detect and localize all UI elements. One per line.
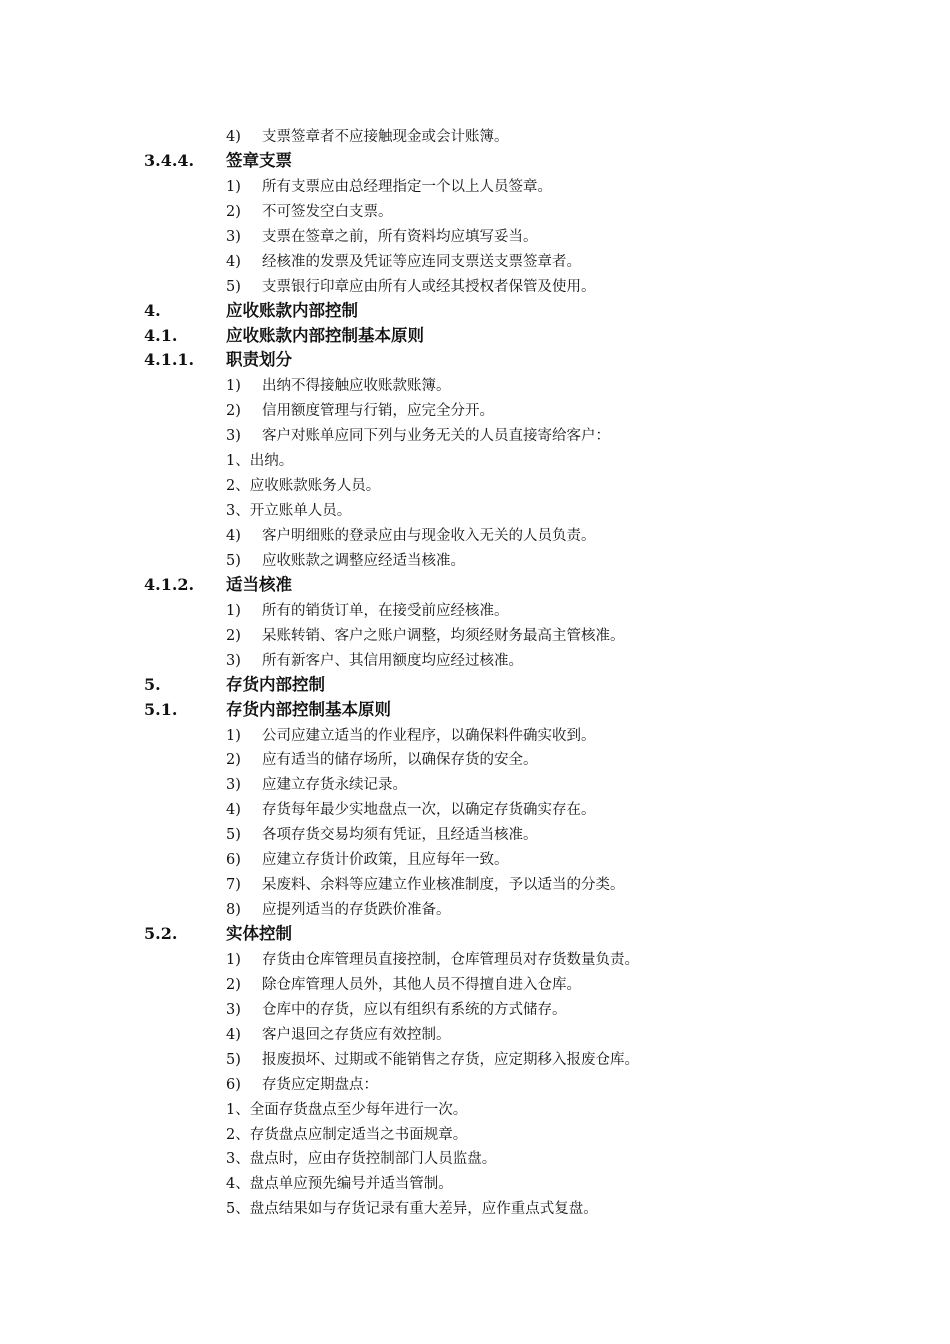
section-heading <box>0 698 950 723</box>
item-number: 4) <box>226 528 241 544</box>
section-title: 签章支票 <box>226 150 292 170</box>
item-text: 信用额度管理与行销，应完全分开。 <box>262 403 494 420</box>
item-number: 5) <box>226 278 241 295</box>
section-heading <box>0 673 950 698</box>
sub-list-item <box>0 473 950 498</box>
item-text: 不可签发空白支票。 <box>262 203 393 220</box>
item-text: 各项存货交易均须有凭证，且经适当核准。 <box>262 827 538 844</box>
item-text: 存货应定期盘点： <box>262 1076 378 1093</box>
list-item <box>0 598 950 623</box>
item-number: 4) <box>226 802 241 819</box>
item-number: 8) <box>226 902 241 919</box>
section-title: 应收账款内部控制基本原则 <box>226 325 424 345</box>
item-text: 仓库中的存货，应以有组织有系统的方式储存。 <box>262 1001 567 1018</box>
item-text: 呆账转销、客户之账户调整，均须经财务最高主管核准。 <box>262 627 625 644</box>
list-item <box>0 972 950 997</box>
list-item <box>0 822 950 847</box>
sub-list-item <box>0 1122 950 1147</box>
item-number: 1) <box>226 378 241 395</box>
section-heading <box>0 324 950 349</box>
item-text: 1、出纳。 <box>226 453 294 470</box>
item-number: 6) <box>226 1076 241 1093</box>
item-number: 2) <box>226 627 241 644</box>
list-item <box>0 797 950 822</box>
list-item <box>0 723 950 748</box>
list-item <box>0 124 950 149</box>
item-text: 客户退回之存货应有效控制。 <box>262 1026 451 1043</box>
item-number: 3) <box>226 1001 241 1018</box>
section-number: 5.1. <box>144 699 178 719</box>
list-item <box>0 623 950 648</box>
item-text: 2、存货盘点应制定适当之书面规章。 <box>226 1126 468 1143</box>
item-number: 3) <box>226 777 241 794</box>
item-text: 除仓库管理人员外，其他人员不得擅自进入仓库。 <box>262 976 581 993</box>
item-number: 6) <box>226 852 241 869</box>
section-heading <box>0 149 950 174</box>
section-title: 存货内部控制基本原则 <box>226 699 391 719</box>
section-number: 4. <box>144 300 161 320</box>
item-number: 1) <box>226 178 241 195</box>
item-text: 客户对账单应同下列与业务无关的人员直接寄给客户： <box>262 428 610 445</box>
item-text: 所有支票应由总经理指定一个以上人员签章。 <box>262 178 552 195</box>
sub-list-item <box>0 1097 950 1122</box>
item-text: 出纳不得接触应收账款账簿。 <box>262 378 451 395</box>
list-item <box>0 947 950 972</box>
item-number: 2) <box>226 403 241 420</box>
item-text: 呆废料、余料等应建立作业核准制度，予以适当的分类。 <box>262 877 625 894</box>
section-number: 4.1.2. <box>144 574 195 594</box>
section-number: 4.1. <box>144 325 178 345</box>
list-item <box>0 648 950 673</box>
item-text: 支票在签章之前，所有资料均应填写妥当。 <box>262 228 538 245</box>
item-text: 应有适当的储存场所，以确保存货的安全。 <box>262 752 538 769</box>
list-item <box>0 523 950 548</box>
list-item <box>0 373 950 398</box>
section-number: 5.2. <box>144 924 178 943</box>
item-text: 5、盘点结果如与存货记录有重大差异，应作重点式复盘。 <box>226 1201 598 1218</box>
item-text: 公司应建立适当的作业程序，以确保料件确实收到。 <box>262 727 596 744</box>
list-item <box>0 872 950 897</box>
item-number: 2) <box>226 203 241 220</box>
list-item <box>0 249 950 274</box>
list-item <box>0 847 950 872</box>
item-text: 2、应收账款账务人员。 <box>226 478 381 495</box>
section-number: 3.4.4. <box>144 150 195 170</box>
sub-list-item <box>0 1146 950 1171</box>
section-heading <box>0 348 950 373</box>
item-text: 所有的销货订单，在接受前应经核准。 <box>262 602 509 619</box>
list-item <box>0 398 950 423</box>
list-item <box>0 997 950 1022</box>
item-number: 2) <box>226 976 241 993</box>
item-text: 经核准的发票及凭证等应连同支票送支票签章者。 <box>262 253 581 270</box>
item-text: 4、盘点单应预先编号并适当管制。 <box>226 1176 453 1193</box>
sub-list-item <box>0 1171 950 1196</box>
item-number: 1) <box>226 727 241 744</box>
list-item <box>0 224 950 249</box>
item-number: 1) <box>226 602 241 619</box>
sub-list-item <box>0 448 950 473</box>
item-number: 3) <box>226 228 241 245</box>
item-text: 1、全面存货盘点至少每年进行一次。 <box>226 1101 468 1118</box>
section-number: 4.1.1. <box>144 350 195 370</box>
item-number: 5) <box>226 1051 241 1068</box>
item-text: 存货每年最少实地盘点一次，以确定存货确实存在。 <box>262 802 596 819</box>
item-number: 4) <box>226 129 241 145</box>
item-text: 应建立存货永续记录。 <box>262 777 407 794</box>
item-text: 存货由仓库管理员直接控制，仓库管理员对存货数量负责。 <box>262 951 639 968</box>
list-item <box>0 897 950 922</box>
item-text: 应提列适当的存货跌价准备。 <box>262 902 451 919</box>
item-number: 3) <box>226 652 241 669</box>
list-item <box>0 423 950 448</box>
list-item <box>0 747 950 772</box>
item-number: 5) <box>226 827 241 844</box>
section-heading <box>0 922 950 947</box>
list-item <box>0 1022 950 1047</box>
section-title: 应收账款内部控制 <box>226 300 358 320</box>
section-title: 存货内部控制 <box>226 674 325 694</box>
item-text: 报废损坏、过期或不能销售之存货，应定期移入报废仓库。 <box>262 1051 639 1068</box>
list-item <box>0 274 950 299</box>
list-item <box>0 174 950 199</box>
item-text: 3、盘点时，应由存货控制部门人员监盘。 <box>226 1151 497 1168</box>
item-number: 2) <box>226 752 241 769</box>
document-page <box>0 124 950 1221</box>
item-text: 应收账款之调整应经适当核准。 <box>262 552 465 569</box>
item-text: 3、开立账单人员。 <box>226 503 352 520</box>
list-item <box>0 1072 950 1097</box>
item-number: 7) <box>226 877 241 894</box>
item-text: 所有新客户、其信用额度均应经过核准。 <box>262 652 523 669</box>
sub-list-item <box>0 1196 950 1221</box>
item-number: 5) <box>226 552 241 569</box>
item-text: 应建立存货计价政策，且应每年一致。 <box>262 852 509 869</box>
item-number: 4) <box>226 253 241 270</box>
list-item <box>0 548 950 573</box>
item-number: 3) <box>226 428 241 445</box>
section-number: 5. <box>144 674 161 694</box>
section-title: 职责划分 <box>226 350 292 370</box>
item-number: 4) <box>226 1026 241 1043</box>
item-text: 支票银行印章应由所有人或经其授权者保管及使用。 <box>262 278 596 295</box>
list-item <box>0 772 950 797</box>
sub-list-item <box>0 498 950 523</box>
section-title: 实体控制 <box>226 924 292 943</box>
section-heading <box>0 299 950 324</box>
list-item <box>0 1047 950 1072</box>
section-title: 适当核准 <box>226 574 292 594</box>
item-number: 1) <box>226 951 241 968</box>
list-item <box>0 199 950 224</box>
item-text: 支票签章者不应接触现金或会计账簿。 <box>262 129 509 145</box>
section-heading <box>0 573 950 598</box>
item-text: 客户明细账的登录应由与现金收入无关的人员负责。 <box>262 528 596 544</box>
